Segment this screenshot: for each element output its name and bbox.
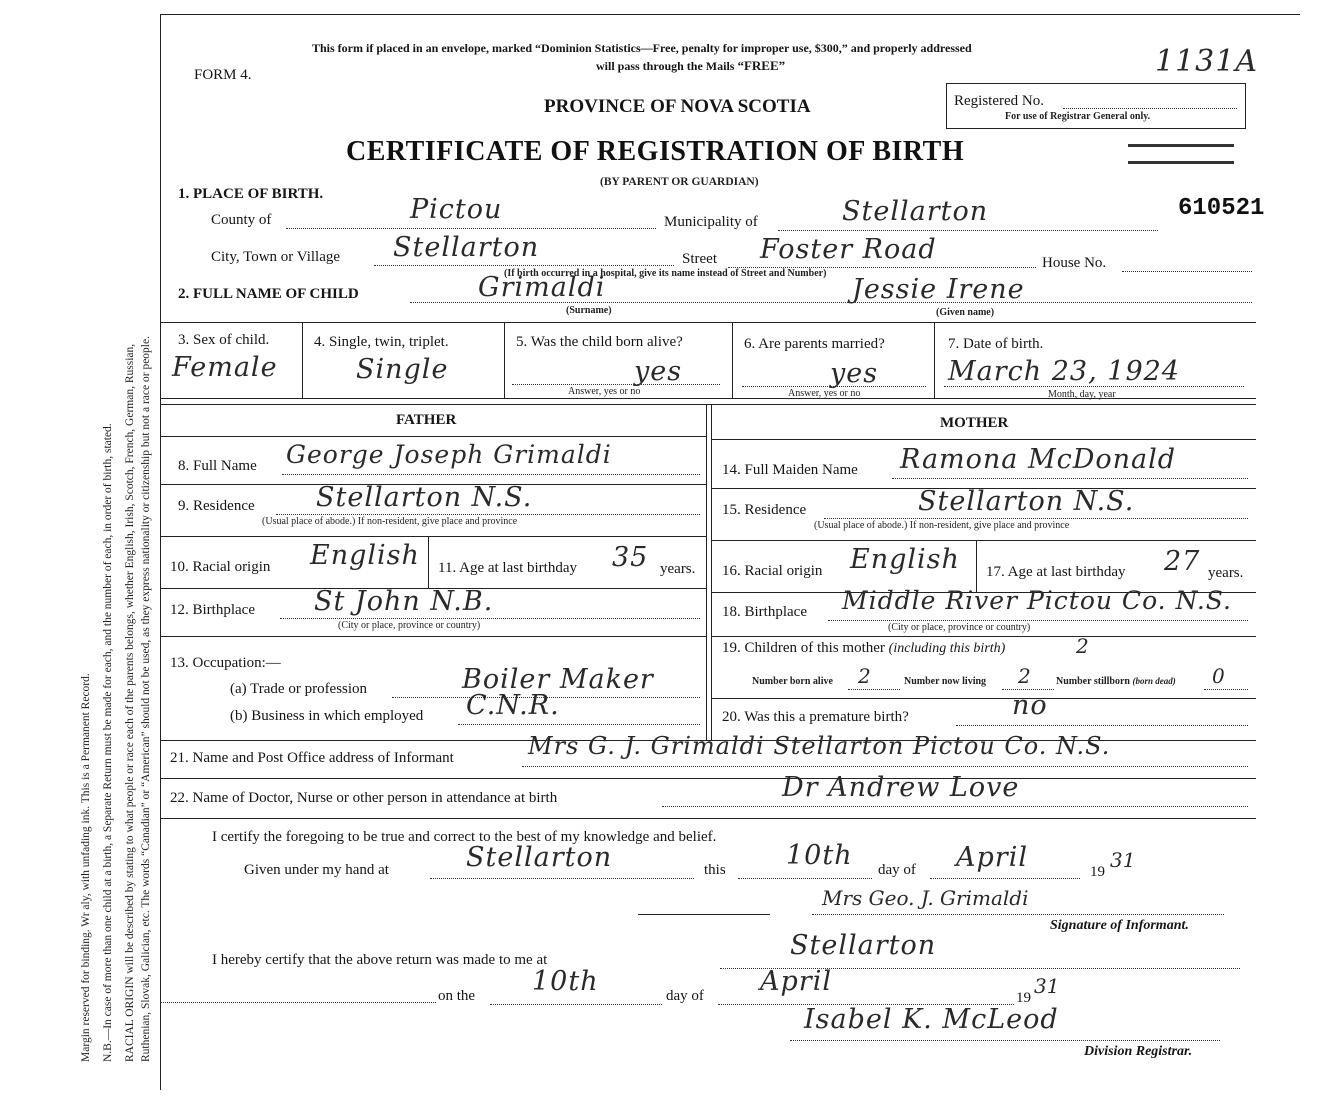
registrar-signature: Isabel K. McLeod bbox=[804, 1004, 1059, 1035]
father-years-label: years. bbox=[660, 561, 696, 577]
children-of-mother-label bbox=[722, 640, 1005, 657]
dob-label: 7. Date of birth. bbox=[948, 336, 1044, 352]
certification-statement: I certify the foregoing to be true and correct to the best of my knowledge and belief. bbox=[212, 829, 717, 845]
street-value: Foster Road bbox=[760, 234, 937, 265]
form-number: FORM 4. bbox=[194, 67, 252, 83]
given-day-of-label: day of bbox=[878, 862, 916, 878]
on-the-label: on the bbox=[438, 988, 476, 1004]
return-month-value: April bbox=[760, 966, 832, 997]
given-name-caption: (Given name) bbox=[936, 307, 995, 318]
return-statement: I hereby certify that the above return was made to me at bbox=[212, 952, 548, 968]
mother-residence-caption: (Usual place of abode.) If non-resident, give place and province bbox=[814, 520, 1070, 531]
city-line bbox=[374, 265, 674, 266]
born-alive-count-value: 2 bbox=[858, 664, 871, 688]
row3-divider-1 bbox=[302, 322, 303, 398]
stillborn-note: (born dead) bbox=[1132, 676, 1176, 686]
stillborn-line bbox=[1204, 689, 1248, 690]
children-total-value: 2 bbox=[1076, 634, 1089, 658]
attendant-value: Dr Andrew Love bbox=[782, 772, 1020, 803]
mail-notice-line1: This form if placed in an envelope, marked “Dominion Statistics—Free, penalty for improper use, $300,” and properly addressed bbox=[312, 41, 972, 55]
premature-line bbox=[956, 725, 1248, 726]
mother-residence-value: Stellarton N.S. bbox=[918, 486, 1135, 517]
surname-caption: (Surname) bbox=[566, 305, 612, 316]
mother-name-label: 14. Full Maiden Name bbox=[722, 462, 858, 478]
row3-divider-4 bbox=[934, 322, 935, 398]
hospital-note: (If birth occurred in a hospital, give its name instead of Street and Number) bbox=[504, 268, 827, 279]
municipality-value: Stellarton bbox=[842, 196, 989, 227]
short-separator-rule bbox=[638, 914, 770, 915]
informant-value: Mrs G. J. Grimaldi Stellarton Pictou Co. N.S. bbox=[528, 732, 1111, 760]
given-place-value: Stellarton bbox=[466, 842, 613, 873]
city-value: Stellarton bbox=[393, 232, 540, 263]
stillborn-label-text: Number stillborn bbox=[1056, 676, 1130, 687]
registrar-use-note: For use of Registrar General only. bbox=[1005, 111, 1151, 122]
street-label: Street bbox=[682, 251, 717, 267]
margin-note-racial-origin: RACIAL ORIGIN will be described by stating to what people or race each of the parents belongs, whether English, Irish, Scotch, French, German, Russian, bbox=[124, 343, 136, 1062]
premature-value: no bbox=[1012, 690, 1048, 721]
this-label: this bbox=[704, 862, 726, 878]
father-name-label: 8. Full Name bbox=[178, 458, 257, 474]
parents-married-line bbox=[742, 386, 926, 387]
given-year-prefix: 19 bbox=[1090, 864, 1105, 880]
father-racial-divider bbox=[428, 536, 429, 588]
mother-name-value: Ramona McDonald bbox=[900, 444, 1177, 475]
informant-label: 21. Name and Post Office address of Informant bbox=[170, 750, 454, 766]
registered-no-label: Registered No. bbox=[954, 93, 1044, 109]
father-birthplace-label: 12. Birthplace bbox=[170, 602, 255, 618]
child-name-label: 2. FULL NAME OF CHILD bbox=[178, 286, 359, 302]
father-residence-label: 9. Residence bbox=[178, 498, 255, 514]
margin-note-binding: Margin reserved for binding. Wr aly, with unfading ink. This is a Permanent Record. bbox=[80, 673, 92, 1062]
registrar-caption: Division Registrar. bbox=[1084, 1044, 1193, 1059]
father-residence-line bbox=[276, 514, 700, 515]
mail-notice-text: will pass through the Mails bbox=[596, 59, 735, 73]
mother-name-line bbox=[892, 478, 1248, 479]
sex-value: Female bbox=[172, 352, 278, 383]
given-month-value: April bbox=[956, 842, 1028, 873]
dob-value: March 23, 1924 bbox=[948, 356, 1180, 387]
father-birthplace-line bbox=[280, 618, 700, 619]
business-value: C.N.R. bbox=[466, 690, 560, 721]
trade-value: Boiler Maker bbox=[462, 664, 654, 695]
child-surname-value: Grimaldi bbox=[478, 272, 606, 303]
stillborn-label bbox=[1056, 676, 1176, 687]
row3-divider-2 bbox=[504, 322, 505, 398]
father-residence-caption: (Usual place of abode.) If non-resident, give place and province bbox=[262, 516, 518, 527]
premature-label: 20. Was this a premature birth? bbox=[722, 709, 909, 725]
now-living-label: Number now living bbox=[904, 676, 987, 687]
attendant-label: 22. Name of Doctor, Nurse or other person in attendance at birth bbox=[170, 790, 558, 806]
parents-married-label: 6. Are parents married? bbox=[744, 336, 885, 352]
parents-married-value: yes bbox=[830, 358, 879, 389]
born-alive-count-label: Number born alive bbox=[752, 676, 833, 687]
handwritten-file-number: 1131A bbox=[1155, 44, 1259, 79]
margin-note-multiple-births: N.B.—In case of more than one child at a birth, a Separate Return must be made for each, and the number of each, in order of birth, stated. bbox=[102, 423, 114, 1062]
city-label: City, Town or Village bbox=[211, 249, 341, 265]
county-line bbox=[286, 228, 656, 229]
registered-no-box bbox=[946, 83, 1246, 129]
given-day-value: 10th bbox=[786, 840, 853, 871]
given-month-line bbox=[930, 878, 1080, 879]
mother-birthplace-value: Middle River Pictou Co. N.S. bbox=[842, 586, 1232, 615]
mother-racial-value: English bbox=[850, 544, 960, 575]
certification-top-rule bbox=[160, 818, 1256, 819]
children-note: (including this birth) bbox=[888, 641, 1006, 656]
return-day-of-label: day of bbox=[666, 988, 704, 1004]
plurality-label: 4. Single, twin, triplet. bbox=[314, 334, 449, 350]
county-value: Pictou bbox=[410, 194, 503, 225]
parents-top-rule bbox=[160, 404, 1256, 405]
return-place-line-2 bbox=[160, 1002, 436, 1003]
dob-caption: Month, day, year bbox=[1048, 389, 1116, 400]
father-heading: FATHER bbox=[396, 412, 457, 428]
place-of-birth-heading: 1. PLACE OF BIRTH. bbox=[178, 186, 324, 202]
mother-residence-line bbox=[824, 518, 1248, 519]
children-label-text: 19. Children of this mother bbox=[722, 640, 885, 656]
certificate-subtitle: (BY PARENT OR GUARDIAN) bbox=[600, 176, 759, 188]
attendant-top-rule bbox=[160, 778, 1256, 779]
county-label: County of bbox=[211, 212, 272, 228]
given-place-line bbox=[430, 878, 694, 879]
mail-notice-line2 bbox=[596, 58, 785, 74]
mail-free-label: “FREE” bbox=[737, 58, 786, 73]
mother-years-label: years. bbox=[1208, 565, 1244, 581]
mother-residence-label: 15. Residence bbox=[722, 502, 807, 518]
parents-center-divider-2 bbox=[711, 404, 712, 740]
father-residence-value: Stellarton N.S. bbox=[316, 482, 533, 513]
plurality-value: Single bbox=[356, 354, 449, 385]
mother-age-value: 27 bbox=[1164, 546, 1201, 577]
attendant-line bbox=[662, 806, 1248, 807]
father-age-label: 11. Age at last birthday bbox=[438, 560, 577, 576]
mother-birthplace-line bbox=[828, 620, 1248, 621]
certificate-title: CERTIFICATE OF REGISTRATION OF BIRTH bbox=[346, 136, 965, 167]
informant-signature-caption: Signature of Informant. bbox=[1050, 918, 1189, 933]
margin-note-nationality: Ruthenian, Slovak, Galician, etc. The words “Canadian” or “American” should not be used, as they express nationality or citizenship but not a race or people. bbox=[140, 336, 152, 1062]
born-alive-count-line bbox=[848, 689, 900, 690]
mother-row19-rule bbox=[711, 698, 1256, 699]
mother-birthplace-caption: (City or place, province or country) bbox=[888, 622, 1031, 633]
mother-age-label: 17. Age at last birthday bbox=[986, 564, 1126, 580]
father-age-value: 35 bbox=[612, 542, 649, 573]
now-living-value: 2 bbox=[1018, 664, 1031, 688]
father-heading-rule bbox=[160, 436, 706, 437]
father-racial-label: 10. Racial origin bbox=[170, 559, 271, 575]
born-alive-value: yes bbox=[634, 356, 683, 387]
occupation-label: 13. Occupation:— bbox=[170, 655, 281, 671]
mother-racial-divider bbox=[976, 540, 977, 592]
parents-married-caption: Answer, yes or no bbox=[788, 388, 861, 399]
born-alive-line bbox=[512, 384, 720, 385]
form-left-border bbox=[160, 14, 161, 1090]
trade-label: (a) Trade or profession bbox=[230, 681, 368, 697]
registered-no-line bbox=[1063, 108, 1237, 109]
row3-divider-3 bbox=[732, 322, 733, 398]
sex-label: 3. Sex of child. bbox=[178, 332, 270, 348]
struck-out-scribble bbox=[1128, 144, 1234, 164]
form-top-border bbox=[160, 14, 1300, 15]
given-year-suffix: 31 bbox=[1110, 848, 1136, 872]
house-no-line bbox=[1122, 271, 1252, 272]
born-alive-label: 5. Was the child born alive? bbox=[516, 334, 683, 350]
return-year-suffix: 31 bbox=[1034, 974, 1060, 998]
father-racial-value: English bbox=[310, 540, 420, 571]
informant-signature-line bbox=[812, 914, 1224, 915]
born-alive-caption: Answer, yes or no bbox=[568, 386, 641, 397]
parents-center-divider bbox=[706, 404, 707, 740]
stillborn-value: 0 bbox=[1212, 664, 1225, 688]
return-day-line bbox=[490, 1004, 662, 1005]
informant-line bbox=[522, 766, 1248, 767]
row3-top-rule bbox=[160, 322, 1256, 323]
dob-line bbox=[944, 386, 1244, 387]
given-under-hand-label: Given under my hand at bbox=[244, 862, 389, 878]
father-name-line bbox=[282, 474, 700, 475]
municipality-line bbox=[778, 230, 1158, 231]
return-day-value: 10th bbox=[532, 966, 599, 997]
given-day-line bbox=[738, 878, 872, 879]
child-given-name-value: Jessie Irene bbox=[852, 274, 1025, 305]
mother-birthplace-label: 18. Birthplace bbox=[722, 604, 807, 620]
registrar-signature-line bbox=[790, 1040, 1220, 1041]
father-row12-rule bbox=[160, 636, 706, 637]
mother-racial-label: 16. Racial origin bbox=[722, 563, 823, 579]
registration-stamp-number: 610521 bbox=[1178, 195, 1265, 222]
business-line bbox=[458, 724, 700, 725]
business-label: (b) Business in which employed bbox=[230, 708, 424, 724]
province-heading: PROVINCE OF NOVA SCOTIA bbox=[544, 96, 811, 117]
mother-row18-rule bbox=[711, 636, 1256, 637]
return-place-value: Stellarton bbox=[790, 930, 937, 961]
mother-heading: MOTHER bbox=[940, 415, 1009, 431]
mother-heading-rule bbox=[711, 439, 1256, 440]
father-birthplace-caption: (City or place, province or country) bbox=[338, 620, 481, 631]
house-no-label: House No. bbox=[1042, 255, 1107, 271]
father-row9-rule bbox=[160, 536, 706, 537]
father-birthplace-value: St John N.B. bbox=[314, 586, 494, 617]
informant-signature: Mrs Geo. J. Grimaldi bbox=[822, 886, 1029, 910]
mother-row15-rule bbox=[711, 540, 1256, 541]
return-year-prefix: 19 bbox=[1016, 990, 1031, 1006]
father-name-value: George Joseph Grimaldi bbox=[286, 440, 612, 469]
municipality-label: Municipality of bbox=[664, 214, 758, 230]
